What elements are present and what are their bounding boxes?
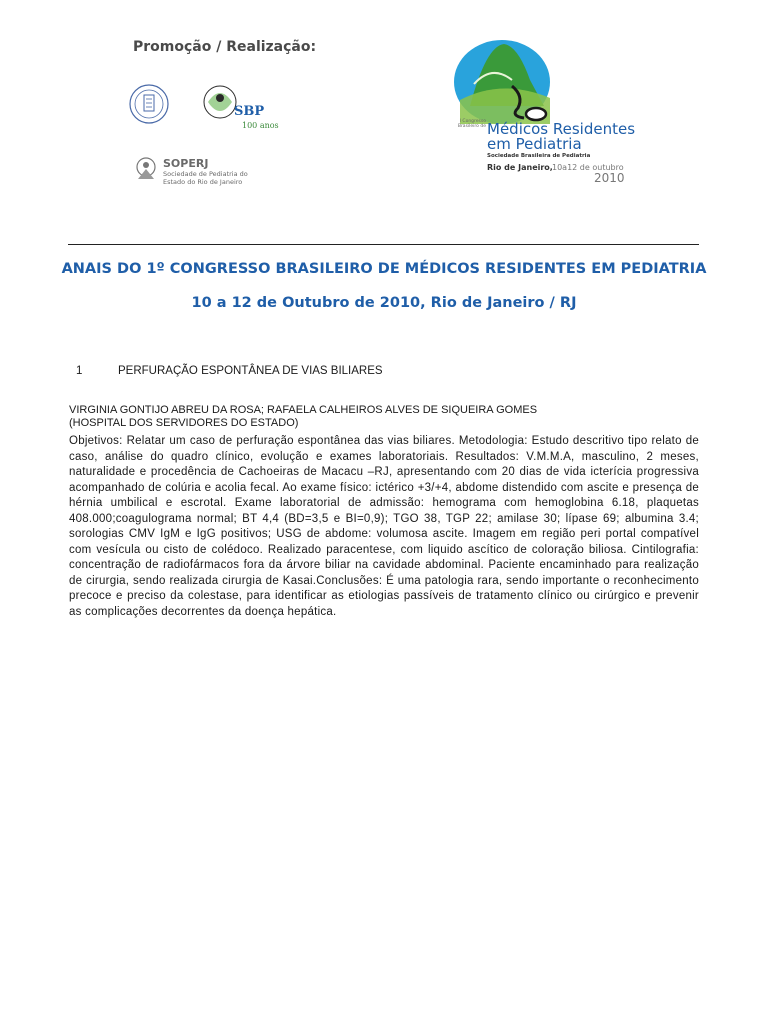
soperj-name: SOPERJ xyxy=(163,157,209,170)
abstract-number: 1 xyxy=(76,365,83,377)
sbp-logo xyxy=(198,80,279,136)
document-title: ANAIS DO 1º CONGRESSO BRASILEIRO DE MÉDICOS RESIDENTES EM PEDIATRIA xyxy=(61,261,707,277)
congress-logo xyxy=(452,36,642,188)
congress-title-line2: em Pediatria xyxy=(487,135,582,153)
abstract-title: PERFURAÇÃO ESPONTÂNEA DE VIAS BILIARES xyxy=(118,365,383,377)
promotion-label: Promoção / Realização: xyxy=(133,39,317,55)
sbp-text: SBP xyxy=(234,104,265,119)
congress-small-label: I Congresso Brasileiro de xyxy=(457,119,486,129)
congress-title-line1: Médicos Residentes xyxy=(487,120,636,138)
abstract-authors-block xyxy=(69,404,699,430)
abstract-body: Objetivos: Relatar um caso de perfuração espontânea das vias biliares. Metodologia: Estudo descritivo tipo relato de caso, análise do quadro clínico, evolução e exames laboratoriais. Resultados: V.M.M.A, masculino, 2 meses, naturalidade e procedência de Cachoeiras de Macacu –RJ, apresentando com 20 dias de vida icterícia progressiva acompanhado de colúria e acolia fecal. Ao exame físico: ictérico +3/+4, abdome distendido com ascite e presença de hérnia umbilical e escrotal. Exame laboratorial de admissão: hemograma com hemoglobina 6.18, plaquetas 408.000;coagulograma normal; BT 4,4 (BD=3,5 e BI=0,9); TGO 38, TGP 22; amilase 30; lípase 69; albumina 3.4; sorologias CMV IgM e IgG positivos; USG de abdome: volumosa ascite. Imagem em região peri portal compatível com vesícula ou cisto de colédoco. Realizado paracentese, com liquido ascítico de coloração biliosa. Cintilografia: concentração de radiofármacos fora da árvore biliar na cavidade abdominal. Paciente encaminhado para realização de cirurgia, sendo realizada cirurgia de Kasai.Conclusões: É uma patologia rara, sendo importante o reconhecimento precoce e preciso da colestase, para identificar as etiologias passíveis de tratamento clínico ou cirúrgico e prevenir as complicações decorrentes da doença hepática. xyxy=(69,435,699,618)
congress-dates: 10a12 de outubro xyxy=(552,163,624,172)
soperj-logo xyxy=(132,155,262,191)
abstract-authors: VIRGINIA GONTIJO ABREU DA ROSA; RAFAELA CALHEIROS ALVES DE SIQUEIRA GOMES xyxy=(69,404,538,416)
header-divider xyxy=(68,244,699,245)
university-seal-logo xyxy=(128,83,170,125)
congress-society: Sociedade Brasileira de Pediatria xyxy=(487,153,591,159)
abstract-institution: (HOSPITAL DOS SERVIDORES DO ESTADO) xyxy=(69,417,299,429)
sbp-years: 100 anos xyxy=(242,121,279,130)
congress-year: 2010 xyxy=(594,171,625,185)
soperj-subtitle: Sociedade de Pediatria do Estado do Rio de Janeiro xyxy=(163,170,248,186)
congress-city: Rio de Janeiro, xyxy=(487,163,553,172)
document-subtitle: 10 a 12 de Outubro de 2010, Rio de Janeiro / RJ xyxy=(191,295,577,311)
